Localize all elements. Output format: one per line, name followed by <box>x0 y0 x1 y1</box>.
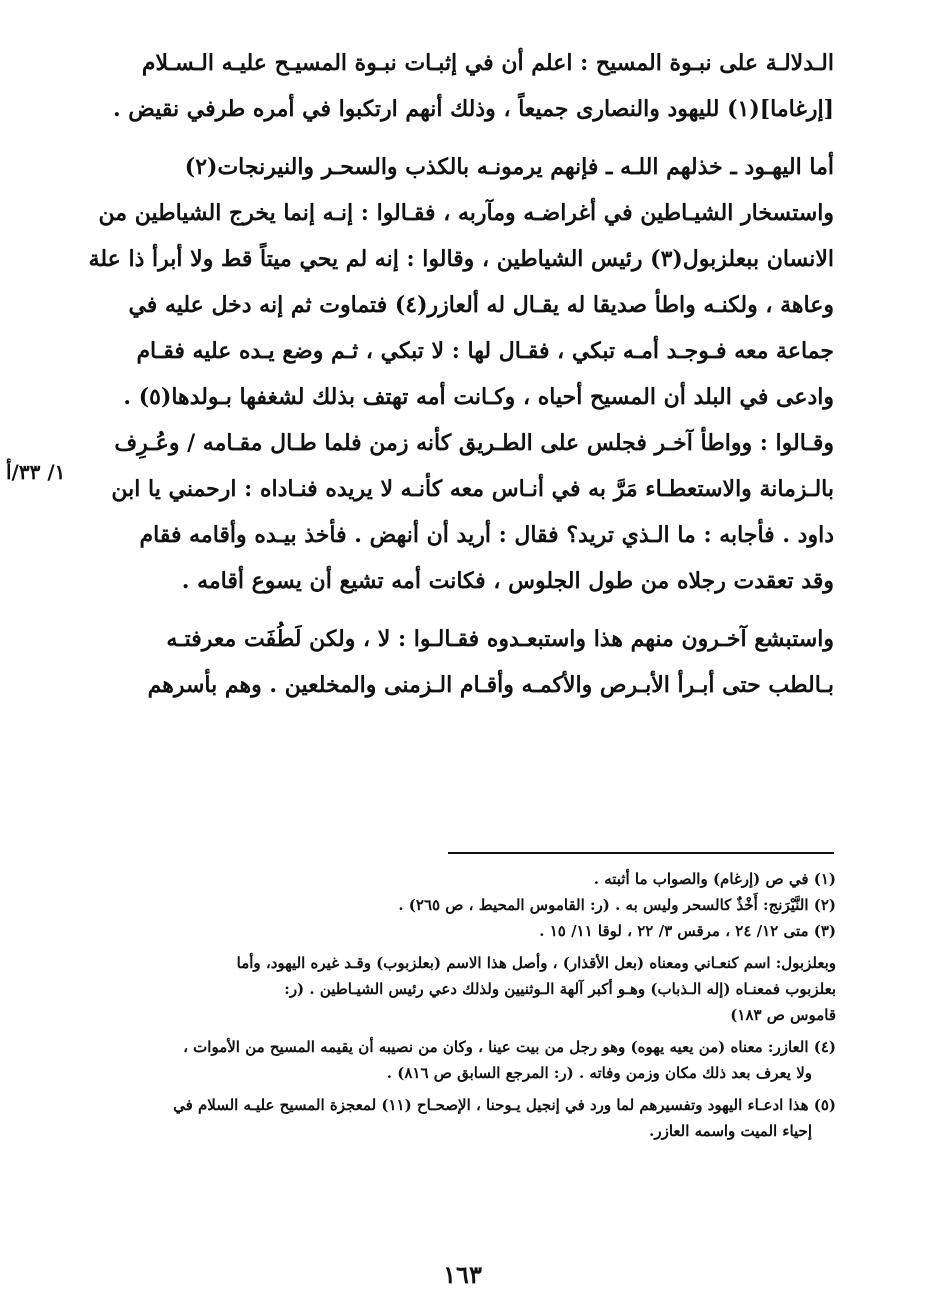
text-line: وعاهة ، ولكنـه واطأ صديقا له يقـال له ألعازر(٤) فتماوت ثم إنه دخل عليه في <box>128 292 834 318</box>
manuscript-folio-reference: ١/ ٣٣/أ <box>6 460 66 484</box>
text-line: واستسخار الشيـاطين في أغراضـه ومآربه ، فقـالوا : إنـه إنما يخرج الشياطين من <box>98 200 834 226</box>
footnote-5 <box>86 1092 836 1144</box>
text-line: [إرغاما](١) لليهود والنصارى جميعاً ، وذلك أنهم ارتكبوا في أمره طرفي نقيض . <box>112 96 834 122</box>
text-line: بـالطب حتى أبـرأ الأبـرص والأكمـه وأقـام الـزمنى والمخلعين . وهم بأسرهم <box>147 672 834 698</box>
text-line: وقد تعقدت رجلاه من طول الجلوس ، فكانت أمه تشيع أن يسوع أقامه . <box>181 568 834 594</box>
footnote-4 <box>86 1034 836 1086</box>
footnote-line: (٤) العازر: معناه (من يعيه يهوه) وهو رجل من بيت عينا ، وكان من نصيبه أن يقيمه المسيح من الأموات ، <box>183 1038 836 1056</box>
main-text <box>86 40 834 708</box>
footnote-2: (٢) النَّيْرَنج: أَخْذٌ كالسحر وليس به . (ر: القاموس المحيط ، ص ٢٦٥) . <box>398 896 836 914</box>
footnote-3: (٣) متى ١٢/ ٢٤ ، مرقس ٣/ ٢٢ ، لوقا ١١/ ١٥ . <box>539 922 836 940</box>
footnote-line: وبعلزبول: اسم كنعـاني ومعناه (بعل الأقذار) ، وأصل هذا الاسم (بعلزبوب) وقـد غيره اليهود، وأما <box>236 954 836 972</box>
footnote-line: ولا يعرف بعد ذلك مكان وزمن وفاته . (ر: المرجع السابق ص ٨١٦) . <box>386 1064 812 1082</box>
footnote-line: إحياء الميت واسمه العازر. <box>649 1122 812 1140</box>
text-line: جماعة معه فـوجـد أمـه تبكي ، فقـال لها : لا تبكي ، ثـم وضع يـده عليه فقـام <box>136 338 834 364</box>
footnote-line: (٥) هذا ادعـاء اليهود وتفسيرهم لما ورد في إنجيل يـوحنا ، الإصحـاح (١١) لمعجزة المسيح عليـه السلام في <box>173 1096 836 1114</box>
footnotes <box>86 866 836 1144</box>
footnote-1: (١) في ص (إرغام) والصواب ما أثبته . <box>593 870 836 888</box>
text-line: وادعى في البلد أن المسيح أحياه ، وكـانت أمه تهتف بذلك لشغفها بـولدها(٥) . <box>123 384 834 410</box>
text-line: بالـزمانة والاستعطـاء مَرَّ به في أنـاس معه كأنـه لا يريده فنـاداه : ارحمني يا ابن <box>111 476 834 502</box>
text-line: أما اليهـود ـ خذلهم اللـه ـ فإنهم يرمونـه بالكذب والسحـر والنيرنجات(٢) <box>184 154 834 180</box>
footnote-3-note <box>86 950 836 1028</box>
text-line: واستبشع آخـرون منهم هذا واستبعـدوه فقـالـوا : لا ، ولكن لَطُفَت معرفتـه <box>166 626 834 652</box>
text-line: الـدلالـة على نبـوة المسيح : اعلم أن في إثبـات نبـوة المسيـح عليـه الـسـلام <box>141 50 834 76</box>
footnote-line: بعلزبوب فمعنـاه (إله الـذباب) وهـو أكبر آلهة الـوثنيين ولذلك دعي رئيس الشيـاطين . (ر: <box>284 980 836 998</box>
footnote-line: قاموس ص ١٨٣) <box>730 1006 836 1024</box>
text-line: وقـالوا : وواطأ آخـر فجلس على الطـريق كأنه زمن فلما طـال مقـامه / وعُـرِف <box>114 430 834 456</box>
text-line: الانسان ببعلزبول(٣) رئيس الشياطين ، وقالوا : إنه لم يحي ميتاً قط ولا أبرأ ذا علة <box>88 246 834 272</box>
text-line: داود . فأجابه : ما الـذي تريد؟ فقال : أريد أن أنهض . فأخذ بيـده وأقامه فقام <box>139 522 834 548</box>
footnote-divider <box>448 852 834 854</box>
page-number: ١٦٣ <box>443 1260 482 1289</box>
